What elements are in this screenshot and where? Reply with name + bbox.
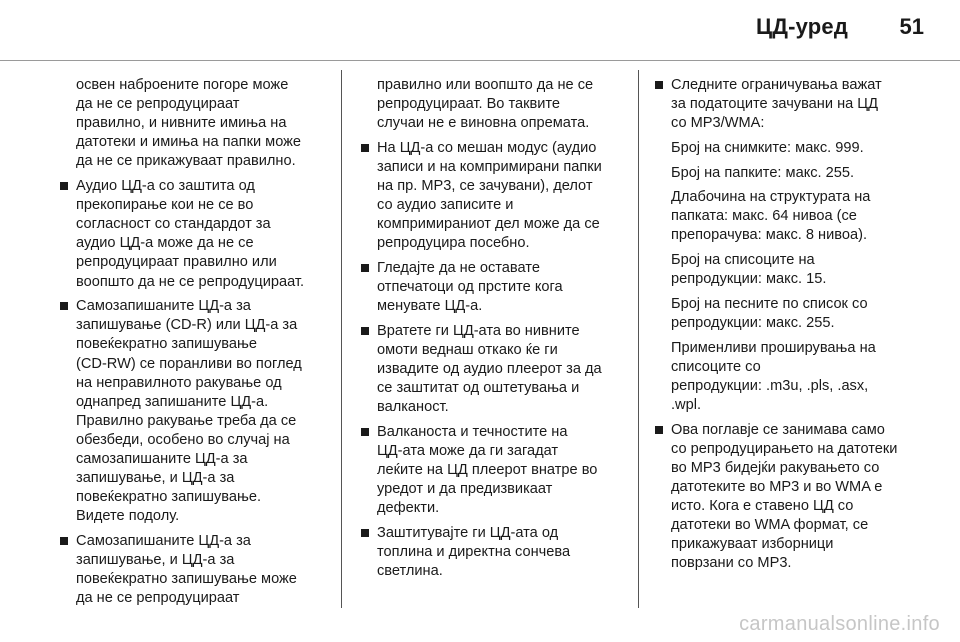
text-line: Вратете ги ЦД-ата во нивните [377,322,580,339]
text-line: обезбеди, особено во случај на [76,431,290,448]
text-column-3 [654,76,926,579]
text-line: за податоците зачувани на ЦД [671,96,878,113]
bullet-item [671,76,926,133]
text-line: датотеки во WMA формат, се [671,517,869,534]
text-line: списоците со [671,358,761,375]
sub-paragraph [671,139,926,158]
sub-paragraph [671,164,926,183]
text-line: Гледајте да не оставате [377,260,540,277]
bullet-item [76,532,331,608]
bullet-square-icon [60,537,68,545]
text-line: уредот и да предизвикаат [377,481,553,498]
text-line: Број на песните по список со [671,295,868,312]
text-line: Следните ограничувања важат [671,77,882,93]
text-line: валканост. [377,399,449,416]
sub-paragraph [671,295,926,333]
paragraph [377,76,632,133]
text-line: да не се репродуцираат [76,96,240,113]
bullet-item [377,322,632,417]
bullet-square-icon [361,264,369,272]
text-line: леќите на ЦД плеерот внатре во [377,462,598,479]
text-line: Заштитувајте ги ЦД-ата од [377,525,559,542]
text-line: записи и на компримирани папки [377,158,602,175]
bullet-square-icon [655,81,663,89]
text-line: правилно, и нивните имиња на [76,115,287,132]
text-line: извадите од аудио плеерот за да [377,361,602,378]
sub-paragraph [671,188,926,245]
text-line: Правилно ракување треба да се [76,412,297,429]
bullet-square-icon [361,327,369,335]
text-line: Самозапишаните ЦД-а за [76,532,251,549]
text-line: датотеките во MP3 и во WMA е [671,478,883,495]
text-line: Аудио ЦД-а со заштита од [76,178,255,195]
bullet-square-icon [361,144,369,152]
text-line: запишување (CD-R) или ЦД-а за [76,317,298,334]
text-line: Ова поглавје се занимава само [671,421,885,438]
text-line: светлина. [377,563,443,580]
column-divider [638,70,639,608]
text-line: прекопирање кои не се во [76,197,254,214]
text-line: со аудио записите и [377,197,514,214]
text-line: со MP3/WMA: [671,115,765,132]
header-divider [0,60,960,61]
text-line: компримираниот дел може да се [377,216,600,233]
text-line: повеќекратно запишување. [76,489,262,506]
text-column-1 [59,76,331,614]
text-line: Применливи проширувања на [671,339,876,356]
text-line: препорачува: макс. 8 нивоа). [671,227,868,244]
text-line: повеќекратно запишување [76,336,257,353]
sub-paragraph [671,251,926,289]
text-line: исто. Кога е ставено ЦД со [671,498,854,515]
bullet-square-icon [60,302,68,310]
text-line: повеќекратно запишување може [76,571,297,588]
bullet-item [377,259,632,316]
text-line: дефекти. [377,500,440,517]
text-line: .wpl. [671,396,702,413]
text-line: Број на списоците на [671,252,815,269]
text-line: топлина и директна сончева [377,544,571,561]
text-line: запишување, и ЦД-а за [76,470,235,487]
text-line: со репродуцирањето на датотеки [671,440,898,457]
text-column-2 [360,76,632,587]
text-line: Видете подолу. [76,508,180,525]
text-line: воопшто да не се репродуцираат. [76,273,305,290]
text-line: Самозапишаните ЦД-а за [76,298,251,315]
bullet-square-icon [361,428,369,436]
bullet-item [76,297,331,526]
text-line: омоти веднаш откако ќе ги [377,342,558,358]
text-line: да не се прикажуваат правилно. [76,153,296,170]
text-line: репродукции: макс. 255. [671,315,835,331]
bullet-item [671,421,926,574]
bullet-square-icon [361,529,369,537]
text-line: поврзани со MP3. [671,555,792,572]
watermark-text: carmanualsonline.info [739,613,940,635]
text-line: репродуцираат. Во таквите [377,96,561,113]
section-title: ЦД-уред [755,14,848,39]
text-line: согласност со стандардот за [76,216,271,233]
text-line: (CD-RW) се поранливи во поглед [76,355,302,372]
text-line: репродукции: .m3u, .pls, .asx, [671,377,869,394]
paragraph [76,76,331,171]
text-line: папката: макс. 64 нивоа (се [671,208,857,225]
sub-paragraph [671,339,926,415]
text-line: репродуцира посебно. [377,235,530,252]
text-line: репродукции: макс. 15. [671,271,827,288]
text-line: правилно или воопшто да не се [377,77,594,93]
text-line: На ЦД-а со мешан модус (аудио [377,139,597,156]
page-number: 51 [899,14,924,39]
text-line: запишување, и ЦД-а за [76,552,235,569]
bullet-item [76,177,331,292]
text-line: прикажуваат изборници [671,536,834,553]
text-line: самозапишаните ЦД-а за [76,450,248,467]
text-line: менувате ЦД-а. [377,298,483,315]
text-line: Длабочина на структурата на [671,189,871,206]
text-line: репродуцираат правилно или [76,254,277,271]
text-line: аудио ЦД-а може да не се [76,235,254,252]
text-line: отпечатоци од прстите кога [377,279,563,296]
text-line: Број на папките: макс. 255. [671,164,855,181]
bullet-square-icon [655,426,663,434]
text-line: однапред запишаните ЦД-а. [76,393,269,410]
text-line: освен наброените погоре може [76,77,289,93]
text-line: на пр. MP3, се зачувани), делот [377,178,593,195]
bullet-square-icon [60,182,68,190]
page-header [0,0,960,62]
text-line: датотеки и имиња на папки може [76,134,302,151]
bullet-item [377,139,632,254]
text-line: случаи не е виновна опремата. [377,115,590,132]
text-line: во MP3 бидејќи ракувањето со [671,459,880,476]
text-line: ЦД-ата може да ги загадат [377,443,559,460]
text-line: да не се репродуцираат [76,590,240,607]
column-divider [341,70,342,608]
bullet-item [377,524,632,581]
bullet-item [377,423,632,518]
text-line: Валканоста и течностите на [377,423,568,440]
text-line: Број на снимките: макс. 999. [671,139,864,156]
text-line: на неправилното ракување од [76,374,282,391]
text-line: се заштитат од оштетувања и [377,380,580,397]
